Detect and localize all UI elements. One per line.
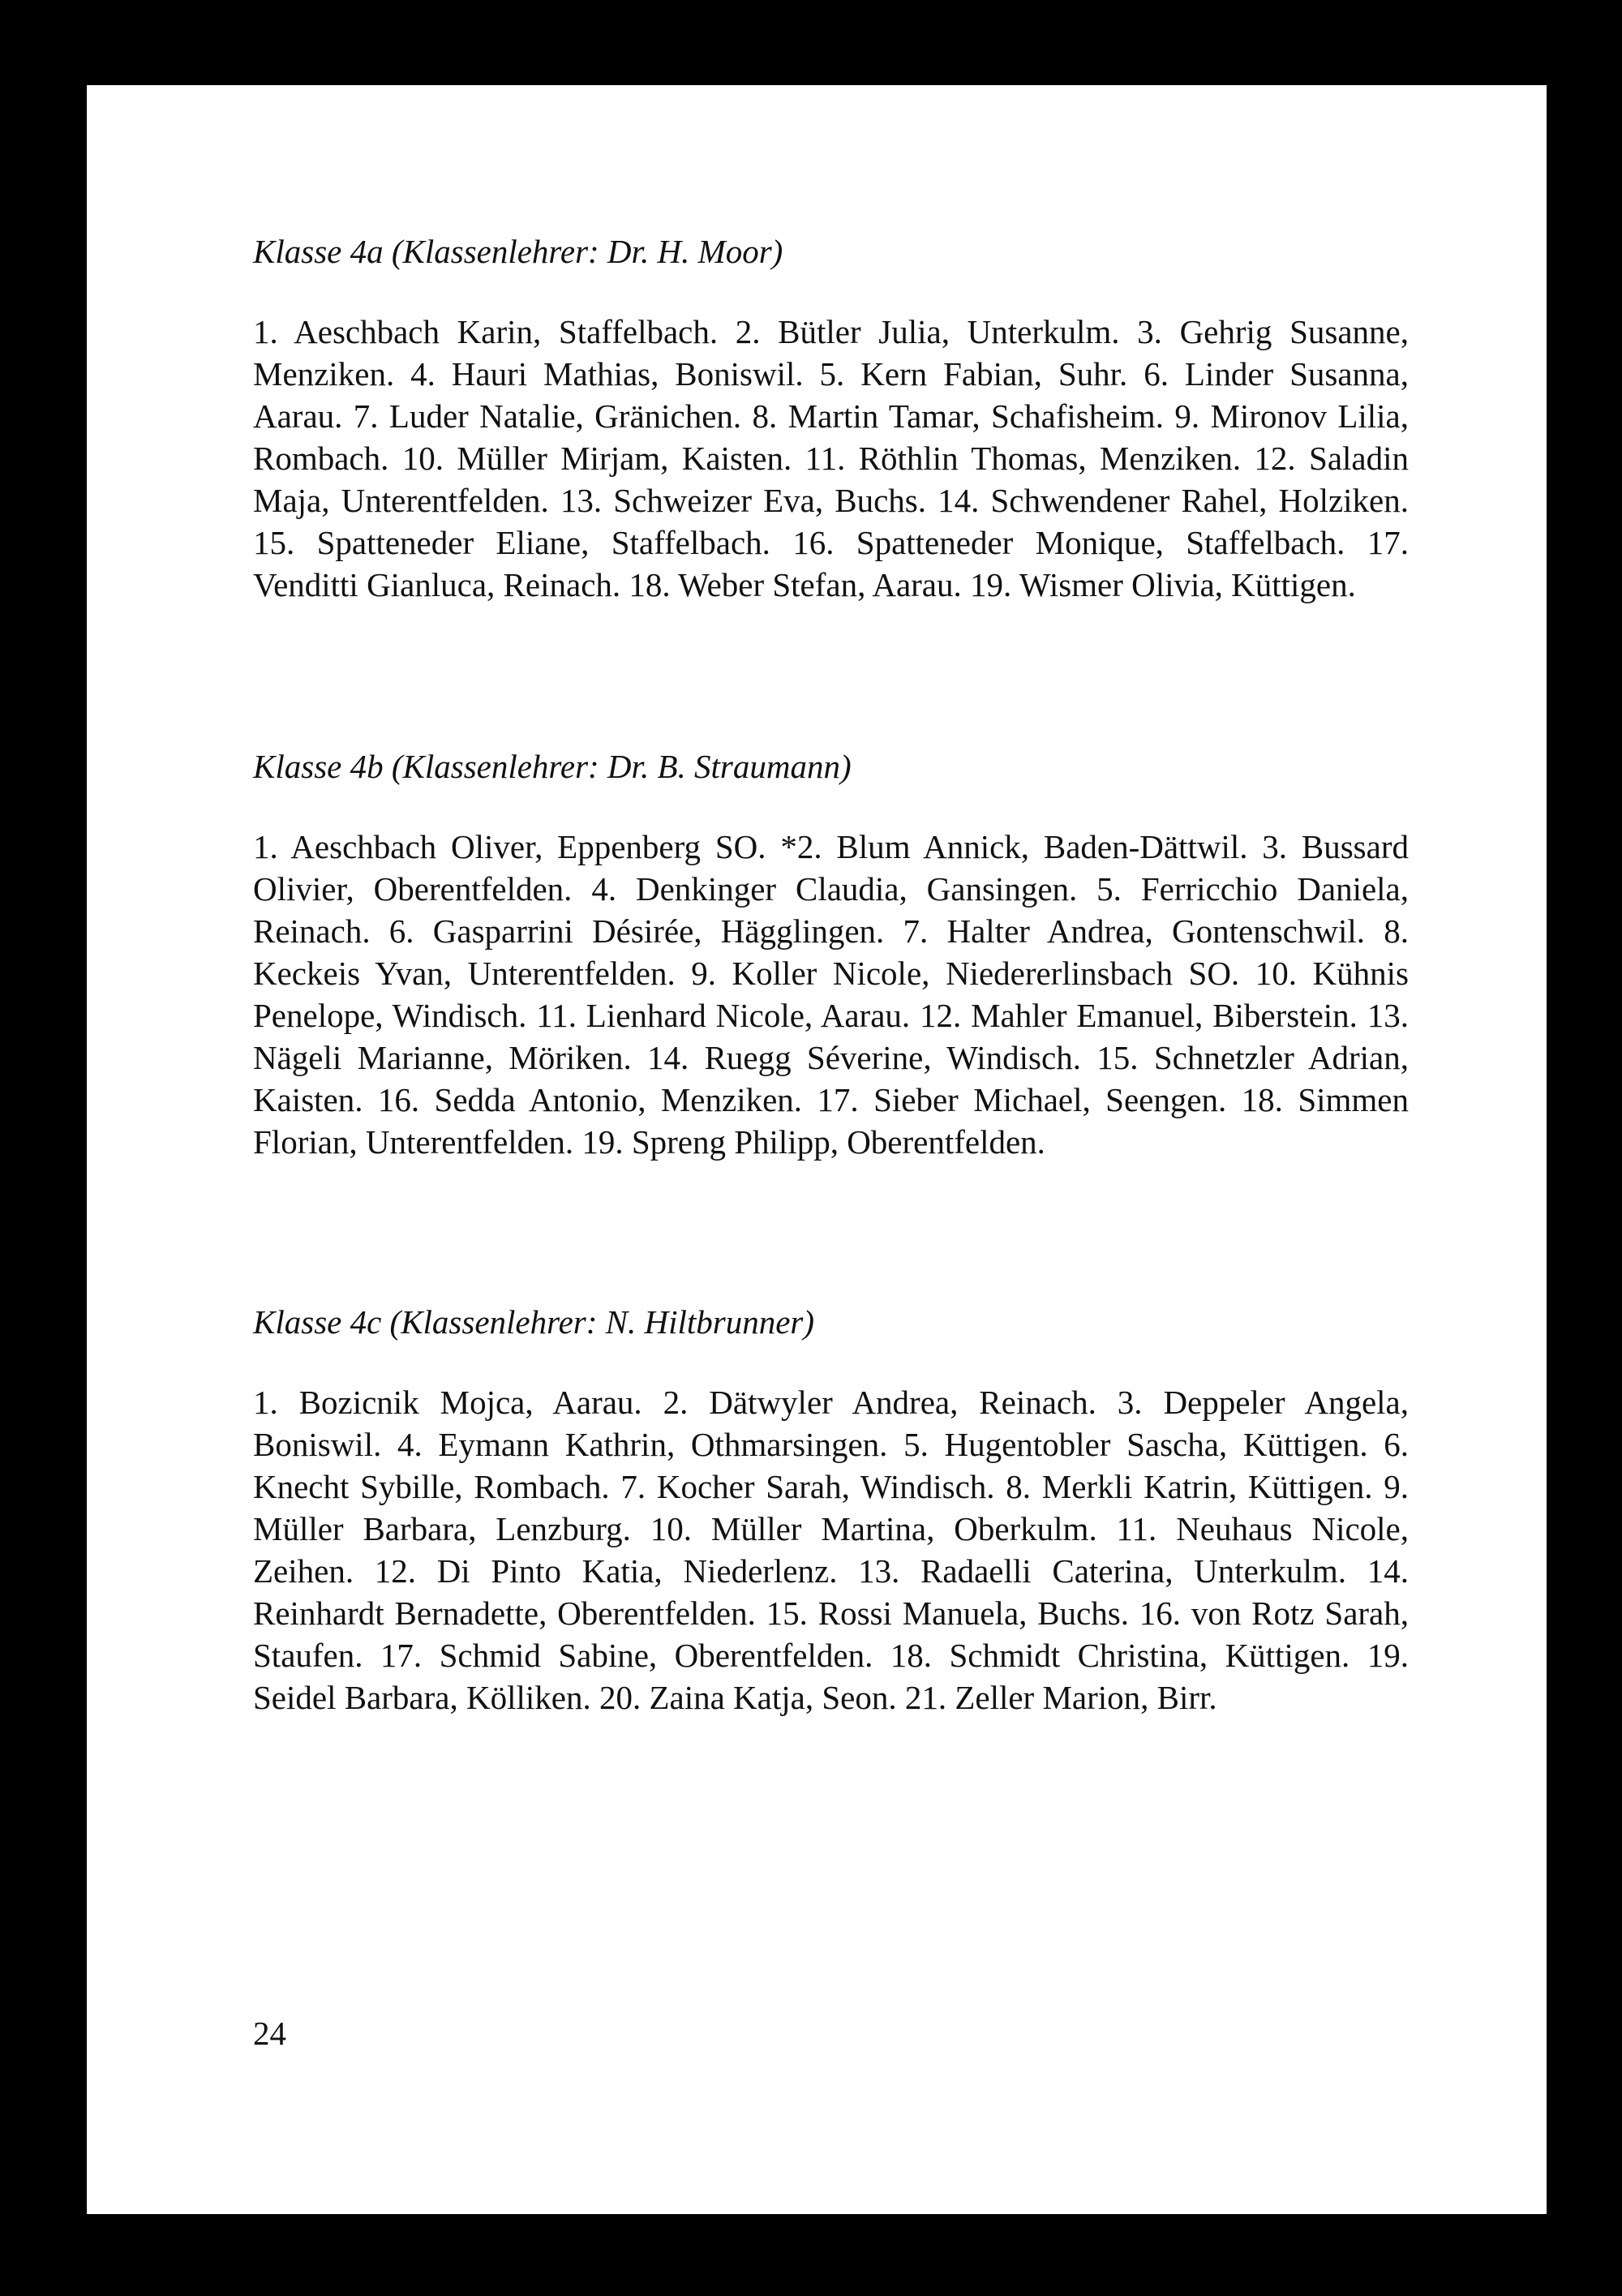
section-heading: Klasse 4c (Klassenlehrer: N. Hiltbrunner) [253,1303,815,1341]
class-section-4b [253,746,1478,1163]
section-heading: Klasse 4a (Klassenlehrer: Dr. H. Moor) [253,233,783,270]
class-section-4c [253,1302,1478,1719]
document-page [87,85,1547,2214]
student-list: 1. Aeschbach Oliver, Eppenberg SO. *2. Blum Annick, Baden-Dättwil. 3. Bussard Olivier, Oberentfelden. 4. Denkinger Claudia, Gansingen. 5. Ferricchio Daniela, Reinach. 6. Gasparrini Désirée, Hägglingen. 7. Halter Andrea, Gontenschwil. 8. Keckeis Yvan, Unterentfelden. 9. Koller Nicole, Niedererlinsbach SO. 10. Kühnis Penelope, Windisch. 11. Lienhard Nicole, Aarau. 12. Mahler Emanuel, Biberstein. 13. Nägeli Marianne, Möriken. 14. Ruegg Séverine, Windisch. 15. Schnetzler Adrian, Kaisten. 16. Sedda Antonio, Menziken. 17. Sieber Michael, Seengen. 18. Simmen Florian, Unterentfelden. 19. Spreng Philipp, Oberentfelden. [253,828,1409,1161]
page-number: 24 [253,2015,286,2052]
section-heading: Klasse 4b (Klassenlehrer: Dr. B. Straumann) [253,748,852,785]
class-section-4a [253,231,1478,606]
student-list: 1. Bozicnik Mojca, Aarau. 2. Dätwyler Andrea, Reinach. 3. Deppeler Angela, Boniswil. 4. Eymann Kathrin, Othmarsingen. 5. Hugentobler Sascha, Küttigen. 6. Knecht Sybille, Rombach. 7. Kocher Sarah, Windisch. 8. Merkli Katrin, Küttigen. 9. Müller Barbara, Lenzburg. 10. Müller Martina, Oberkulm. 11. Neuhaus Nicole, Zeihen. 12. Di Pinto Katia, Niederlenz. 13. Radaelli Caterina, Unterkulm. 14. Reinhardt Bernadette, Oberentfelden. 15. Rossi Manuela, Buchs. 16. von Rotz Sarah, Staufen. 17. Schmid Sabine, Oberentfelden. 18. Schmidt Christina, Küttigen. 19. Seidel Barbara, Kölliken. 20. Zaina Katja, Seon. 21. Zeller Marion, Birr. [253,1384,1409,1716]
student-list: 1. Aeschbach Karin, Staffelbach. 2. Bütler Julia, Unterkulm. 3. Gehrig Susanne, Menziken. 4. Hauri Mathias, Boniswil. 5. Kern Fabian, Suhr. 6. Linder Susanna, Aarau. 7. Luder Natalie, Gränichen. 8. Martin Tamar, Schafisheim. 9. Mironov Lilia, Rombach. 10. Müller Mirjam, Kaisten. 11. Röthlin Thomas, Menziken. 12. Saladin Maja, Unterentfelden. 13. Schweizer Eva, Buchs. 14. Schwendener Rahel, Holziken. 15. Spatteneder Eliane, Staffelbach. 16. Spatteneder Monique, Staffelbach. 17. Venditti Gianluca, Reinach. 18. Weber Stefan, Aarau. 19. Wismer Olivia, Küttigen. [253,313,1409,603]
